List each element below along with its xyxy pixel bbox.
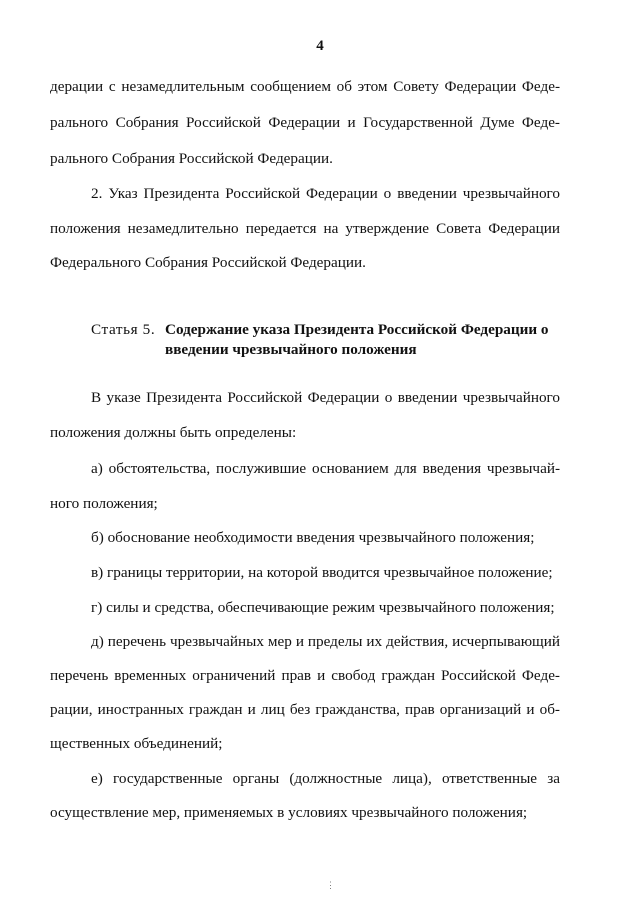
item-d-line-1: д) перечень чрезвычайных мер и пределы их действия, исчерпывающий [91,633,560,650]
article-label: Статья 5. [91,321,156,338]
item-d-line-3: рации, иностранных граждан и лиц без гражданства, прав организаций и об- [50,701,560,718]
paragraph-1-line-3: рального Собрания Российской Федерации. [50,150,333,167]
page-number: 4 [316,38,324,54]
paragraph-1-line-2: рального Собрания Российской Федерации и Государственной Думе Феде- [50,114,560,131]
item-g-line-1: г) силы и средства, обеспечивающие режим чрезвычайного положения; [91,599,555,616]
item-v-line-1: в) границы территории, на которой вводится чрезвычайное положение; [91,564,553,581]
article-title-line-2: введении чрезвычайного положения [165,341,417,358]
intro-line-2: положения должны быть определены: [50,424,297,441]
intro-line-1: В указе Президента Российской Федерации о введении чрезвычайного [91,389,560,406]
footer-mark: ⋮ [326,880,335,890]
item-a-line-1: а) обстоятельства, послужившие основанием для введения чрезвычай- [91,460,560,477]
item-a-line-2: ного положения; [50,495,158,512]
item-d-line-4: щественных объединений; [50,735,223,752]
article-title-line-1: Содержание указа Президента Российской Федерации о [165,321,549,338]
paragraph-2-line-1: 2. Указ Президента Российской Федерации о введении чрезвычайного [91,185,560,202]
item-e-line-2: осуществление мер, применяемых в условиях чрезвычайного положения; [50,804,528,821]
paragraph-1-line-1: дерации с незамедлительным сообщением об этом Совету Федерации Феде- [50,78,560,95]
paragraph-2-line-2: положения незамедлительно передается на утверждение Совета Федерации [50,220,560,237]
paragraph-2-line-3: Федерального Собрания Российской Федерации. [50,254,366,271]
item-d-line-2: перечень временных ограничений прав и свобод граждан Российской Феде- [50,667,560,684]
item-b-line-1: б) обоснование необходимости введения чрезвычайного положения; [91,529,535,546]
item-e-line-1: е) государственные органы (должностные лица), ответственные за [91,770,560,787]
